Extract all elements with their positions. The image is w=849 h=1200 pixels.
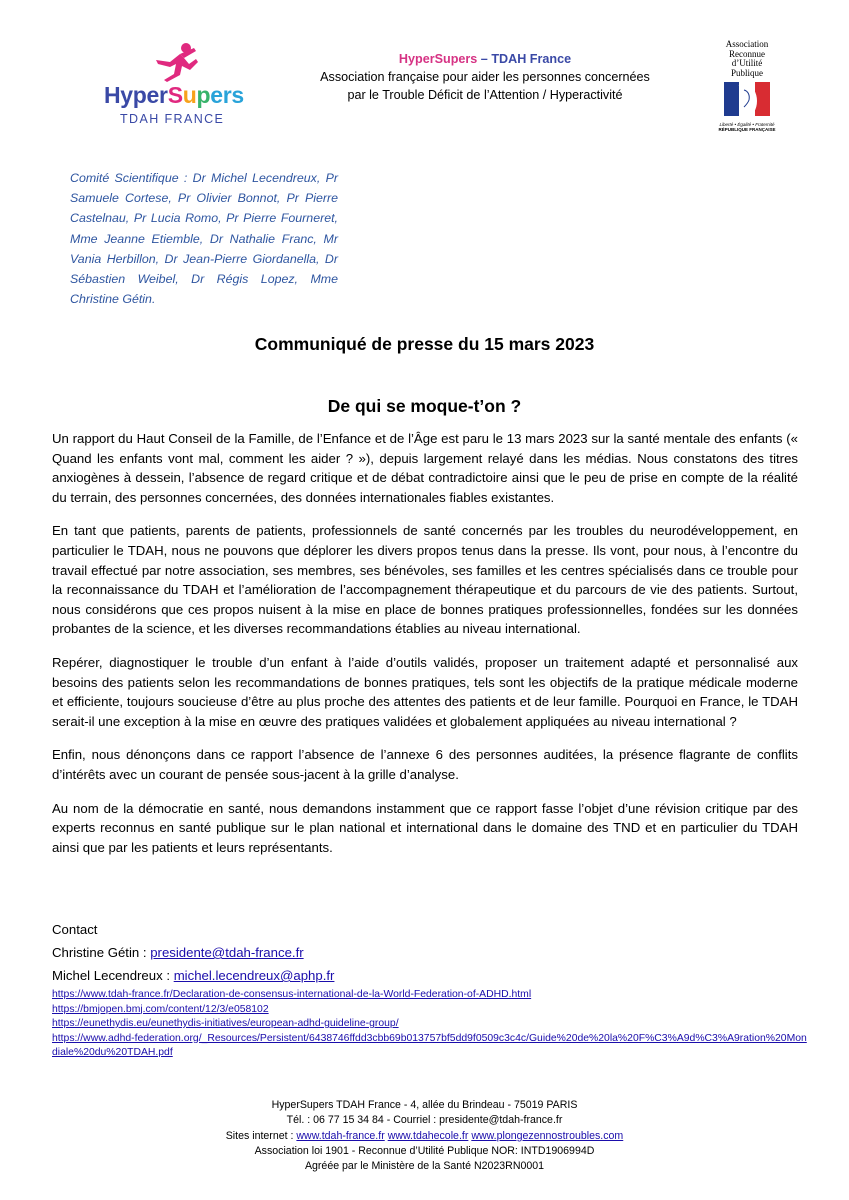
logo-wordmark: HyperSupers [104,82,244,108]
paragraph-4: Enfin, nous dénonçons dans ce rapport l’absence de l’annexe 6 des personnes auditées, la présence flagrante de conflits d’intérêts avec un courant de pensée sous-jacent à la grille d’analyse. [52,747,798,782]
headline: De qui se moque-t’on ? [327,396,522,416]
contact-email-1-link[interactable]: presidente@tdah-france.fr [150,945,304,960]
seal-line-2: Reconnue [729,48,765,59]
jumping-figure-icon [150,42,204,82]
footer-phone-email: Tél. : 06 77 15 34 84 - Courriel : presidente@tdah-france.fr [286,1114,563,1127]
reference-link-4[interactable]: https://www.adhd-federation.org/_Resources/Persistent/6438746ffdd3cbb69b013757bf5dd9f0509c3c4c/Guide%20de%20la%20F%C3%A9d%C3%A9ration%20Mondiale%20du%20TDAH.pdf [52,1032,807,1058]
reference-links [52,988,812,1061]
contact-person-1 [52,941,812,964]
site-link-tdahecole[interactable]: www.tdahecole.fr [387,1129,469,1142]
seal-line-3: d’Utilité [731,58,763,68]
contact-email-2-link[interactable]: michel.lecendreux@aphp.fr [173,968,335,983]
site-link-plongezennostroubles[interactable]: www.plongezennostroubles.com [471,1129,624,1142]
marianne-flag-icon [724,82,770,116]
press-release-body [52,429,798,871]
organization-line-1: Association française pour aider les personnes concernées [320,70,650,84]
reference-link-1[interactable]: https://www.tdah-france.fr/Declaration-de-consensus-international-de-la-World-Federation-of-ADHD.html [52,989,532,1000]
footer-address: HyperSupers TDAH France - 4, allée du Brindeau - 75019 PARIS [271,1099,578,1111]
contact-heading: Contact [52,922,98,937]
paragraph-5: Au nom de la démocratie en santé, nous demandons instamment que ce rapport fasse l’objet d’une révision critique par des experts reconnus en santé publique sur le plan national et international dans le domaine des TND et en particulier du TDAH ainsi que par les patients et leurs représentants. [52,800,798,855]
paragraph-1: Un rapport du Haut Conseil de la Famille, de l’Enfance et de l’Âge est paru le 13 mars 2023 sur la santé mentale des enfants (« Quand les enfants vont mal, comment les aider ? »), depuis largement relayé dans les médias. Nous constatons des titres anxiogènes à dessein, l’absence de regard critique et de débat contradictoire ainsi que le peu de prise en compte de la réalité du terrain, des personnes concernées, des données internationales fiables existantes. [52,431,798,505]
contact-person-2 [52,964,812,987]
organization-line-2: par le Trouble Déficit de l’Attention / Hyperactivité [347,88,623,102]
seal-line-4: Publique [730,67,763,78]
seal-motto: Liberté • Égalité • Fraternité [719,122,775,127]
seal-republic: RÉPUBLIQUE FRANÇAISE [718,127,776,132]
footer-approval: Agréée par le Ministère de la Santé N2023RN0001 [304,1160,545,1173]
contact-section [52,918,812,1061]
public-utility-seal [712,40,782,132]
organization-title: HyperSupers – TDAH France [398,52,572,66]
hypersupers-logo [96,42,256,132]
contact-name-1: Christine Gétin : [52,945,151,960]
footer-websites [0,1129,849,1144]
page-footer [0,1098,849,1174]
contact-name-2: Michel Lecendreux : [52,968,174,983]
footer-registration: Association loi 1901 - Reconnue d’Utilité Publique NOR: INTD1906994D [254,1144,595,1157]
logo-subtitle: TDAH FRANCE [120,112,225,126]
site-link-tdah-france[interactable]: www.tdah-france.fr [296,1129,385,1142]
paragraph-3: Repérer, diagnostiquer le trouble d’un enfant à l’aide d’outils validés, proposer un traitement adapté et personnalisé aux besoins des patients selon les recommandations de bonnes pratiques, tels sont les objectifs de la pratique médicale moderne et efficiente, toujours soucieuse d’être au plus proche des attentes des patients et de leur famille. Pourquoi en France, le TDAH serait-il une exception à la mise en œuvre des pratiques validées et globalement appliquées au niveau international ? [52,654,798,729]
letterhead [290,50,680,104]
seal-line-1: Association [725,39,769,49]
scientific-committee: Comité Scientifique : Dr Michel Lecendreux, Pr Samuele Cortese, Pr Olivier Bonnot, Pr Pierre Castelnau, Pr Lucia Romo, Pr Pierre Fourneret, Mme Jeanne Etiemble, Dr Nathalie Franc, Mr Vania Herbillon, Dr Jean-Pierre Giordanella, Dr Sébastien Weibel, Dr Régis Lopez, Mme Christine Gétin. [70,171,338,307]
reference-link-2[interactable]: https://bmjopen.bmj.com/content/12/3/e058102 [52,1003,269,1015]
reference-link-3[interactable]: https://eunethydis.eu/eunethydis-initiatives/european-adhd-guideline-group/ [52,1018,399,1029]
press-release-title: Communiqué de presse du 15 mars 2023 [254,334,595,354]
footer-sites-label: Sites internet : [225,1129,297,1142]
paragraph-2: En tant que patients, parents de patients, professionnels de santé concernés par les troubles du neurodéveloppement, en particulier le TDAH, nous ne pouvons que déplorer les divers propos tenus dans la presse. Ils vont, pour nous, à l’encontre du travail effectué par notre association, ses membres, ses bénévoles, ses familles et les centres spécialisés dans ce trouble pour la reconnaissance du TDAH et l’amélioration de l’accompagnement thérapeutique et du parcours de vie des patients. Surtout, nous considérons que ces propos nuisent à la mise en place de bonnes pratiques professionnelles, fondées sur les données probantes de la science, et les diverses recommandations établies au niveau international. [52,523,798,637]
